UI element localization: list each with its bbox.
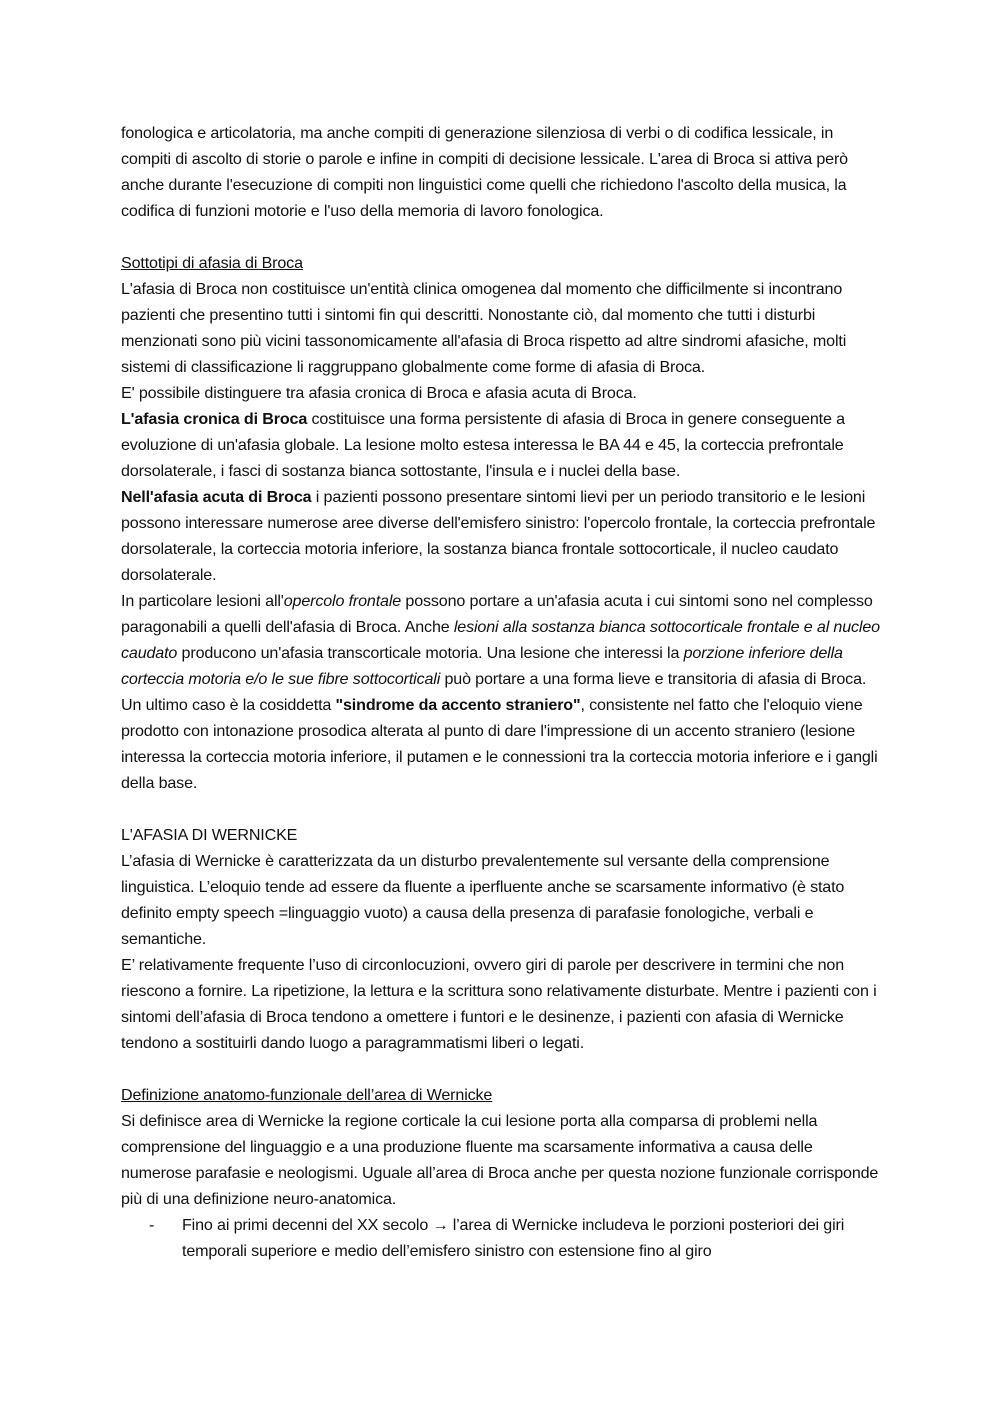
list-item: [121, 1212, 881, 1264]
lesion-text-4: può portare a una forma lieve e transitoria di afasia di Broca. Un ultimo caso è la cosiddetta: [121, 670, 867, 714]
paragraph-wernicke-definition: Si definisce area di Wernicke la regione corticale la cui lesione porta alla comparsa di problemi nella comprensione del linguaggio e a una produzione fluente ma scarsamente informativa a causa delle numerose parafasie e neologismi. Uguale all’area di Broca anche per questa nozione funzionale corrisponde più di una definizione neuro-anatomica.: [121, 1112, 879, 1208]
lesion-italic-3: porzione inferiore della corteccia motoria e/o le sue fibre sottocorticali: [121, 644, 843, 688]
section-heading-wernicke: L'AFASIA DI WERNICKE: [121, 826, 298, 844]
section-heading-broca-subtypes: Sottotipi di afasia di Broca: [121, 254, 303, 272]
blank-line: [121, 796, 881, 822]
paragraph-broca-distinction: E' possibile distinguere tra afasia cronica di Broca e afasia acuta di Broca.: [121, 384, 637, 402]
paragraph-broca-subtypes-intro: L'afasia di Broca non costituisce un'entità clinica omogenea dal momento che difficilmente si incontrano pazienti che presentino tutti i sintomi fin qui descritti. Nonostante ciò, dal momento che tutti i disturbi menzionati sono più vicini tassonomicamente all'afasia di Broca rispetto ad altre sindromi afasiche, molti sistemi di classificazione li raggruppano globalmente come forme di afasia di Broca.: [121, 280, 847, 376]
blank-line: [121, 224, 881, 250]
acute-broca-text: i pazienti possono presentare sintomi lievi per un periodo transitorio e le lesioni possono interessare numerose aree diverse dell'emisfero sinistro: l'opercolo frontale, la corteccia prefrontale dorsolaterale, la corteccia motoria inferiore, la sostanza bianca frontale sottocorticale, il nucleo caudato dorsolaterale.: [121, 488, 876, 584]
lesion-italic-2: lesioni alla sostanza bianca sottocorticale frontale e al nucleo caudato: [121, 618, 880, 662]
chronic-broca-lead: L'afasia cronica di Broca: [121, 410, 308, 428]
blank-line: [121, 1056, 881, 1082]
paragraph-acute-broca: [121, 484, 881, 588]
chronic-broca-text: costituisce una forma persistente di afasia di Broca in genere conseguente a evoluzione di un'afasia globale. La lesione molto estesa interessa le BA 44 e 45, la corteccia prefrontale dorsolaterale, i fasci di sostanza bianca sottostante, l'insula e i nuclei della base.: [121, 410, 845, 480]
list-item-text: Fino ai primi decenni del XX secolo → l’area di Wernicke includeva le porzioni posteriori dei giri temporali superiore e medio dell’emisfero sinistro con estensione fino al giro: [182, 1216, 845, 1260]
lesion-text-3: producono un'afasia transcorticale motoria. Una lesione che interessi la: [177, 644, 684, 662]
acute-broca-lead: Nell'afasia acuta di Broca: [121, 488, 312, 506]
paragraph-chronic-broca: [121, 406, 881, 484]
lesion-bold-foreign-accent: "sindrome da accento straniero": [335, 696, 581, 714]
lesion-text-5: , consistente nel fatto che l'eloquio viene prodotto con intonazione prosodica alterata al punto di dare l'impressione di un accento straniero (lesione interessa la corteccia motoria inferiore, il putamen e le connessioni tra la corteccia motoria inferiore e i gangli della base.: [121, 696, 878, 792]
list-bullet: -: [149, 1216, 155, 1234]
page-content: [121, 120, 881, 1264]
paragraph-wernicke-description: L’afasia di Wernicke è caratterizzata da un disturbo prevalentemente sul versante della comprensione linguistica. L’eloquio tende ad essere da fluente a iperfluente anche se scarsamente informativo (è stato definito empty speech =linguaggio vuoto) a causa della presenza di parafasie fonologiche, verbali e semantiche.: [121, 852, 845, 948]
paragraph-lesion-cases: [121, 588, 881, 796]
section-heading-wernicke-definition: Definizione anatomo-funzionale dell’area di Wernicke: [121, 1086, 493, 1104]
paragraph-wernicke-symptoms: E’ relativamente frequente l’uso di circonlocuzioni, ovvero giri di parole per descrivere in termini che non riescono a fornire. La ripetizione, la lettura e la scrittura sono relativamente disturbate. Mentre i pazienti con i sintomi dell’afasia di Broca tendono a omettere i funtori e le desinenze, i pazienti con afasia di Wernicke tendono a sostituirli dando luogo a paragrammatismi liberi o legati.: [121, 956, 877, 1052]
lesion-text-2: possono portare a un'afasia acuta i cui sintomi sono nel complesso paragonabili a quelli dell'afasia di Broca. Anche: [121, 592, 873, 636]
lesion-italic-1: opercolo frontale: [283, 592, 402, 610]
paragraph-broca-activation: fonologica e articolatoria, ma anche compiti di generazione silenziosa di verbi o di codifica lessicale, in compiti di ascolto di storie o parole e infine in compiti di decisione lessicale. L'area di Broca si attiva però anche durante l'esecuzione di compiti non linguistici come quelli che richiedono l'ascolto della musica, la codifica di funzioni motorie e l'uso della memoria di lavoro fonologica.: [121, 124, 848, 220]
lesion-text-1: In particolare lesioni all': [121, 592, 284, 610]
